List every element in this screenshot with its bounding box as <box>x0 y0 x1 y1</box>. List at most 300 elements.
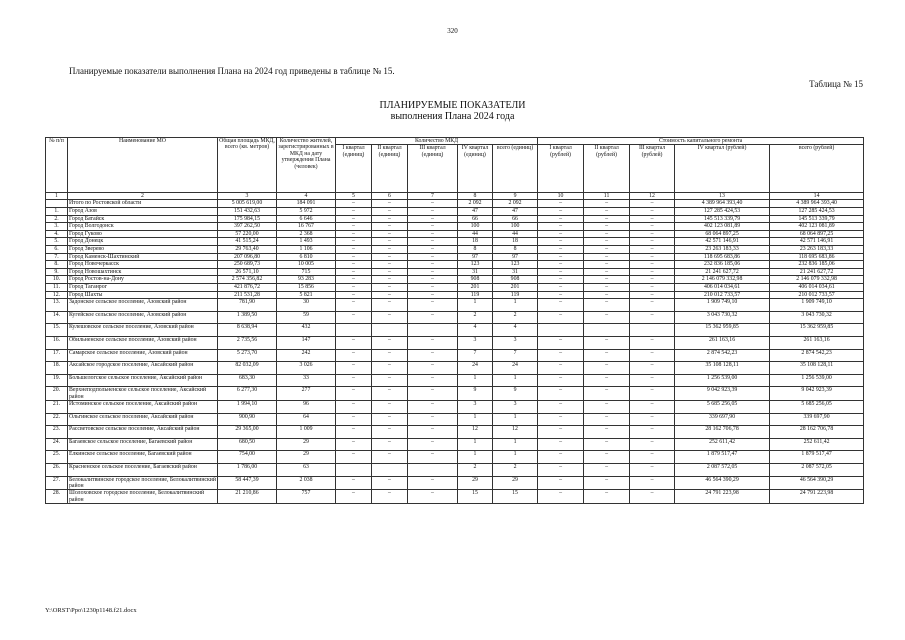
cell-total-cost: 28 162 706,78 <box>770 426 864 439</box>
cell-q1-cost: – <box>538 215 584 223</box>
cell-q3-cost: – <box>630 490 675 504</box>
column-number: 7 <box>408 193 458 200</box>
header-q1-count: I квартал (единиц) <box>336 145 372 193</box>
cell-total-count: 15 <box>493 490 538 504</box>
cell-q3-count: – <box>408 299 458 312</box>
cell-q3-cost: – <box>630 291 675 299</box>
indicators-table <box>45 137 864 504</box>
cell-q4-cost: 261 163,16 <box>675 336 770 349</box>
cell-residents-count: 5 821 <box>277 291 336 299</box>
cell-total-area: 57 220,00 <box>218 230 277 238</box>
cell-q3-cost: – <box>630 253 675 261</box>
cell-q1-cost: – <box>538 238 584 246</box>
cell-q3-count: – <box>408 336 458 349</box>
cell-q1-count: – <box>336 253 372 261</box>
cell-mo-name: Шолоховское городское поселение, Белокалитвинский район <box>68 490 218 504</box>
table-row <box>46 464 864 477</box>
cell-total-cost: 21 241 627,72 <box>770 268 864 276</box>
cell-total-count: 66 <box>493 215 538 223</box>
header-total-count: всего (единиц) <box>493 145 538 193</box>
cell-mo-name: Самарское сельское поселение, Азовский район <box>68 349 218 362</box>
cell-mo-name: Город Гуково <box>68 230 218 238</box>
cell-q2-cost: – <box>584 215 630 223</box>
cell-q1-count: – <box>336 245 372 253</box>
cell-row-number: 18. <box>46 362 68 375</box>
cell-row-number: 26. <box>46 464 68 477</box>
cell-q2-cost: – <box>584 208 630 216</box>
cell-q3-cost: – <box>630 208 675 216</box>
cell-q2-cost: – <box>584 438 630 451</box>
cell-q2-cost: – <box>584 374 630 387</box>
cell-q3-count: – <box>408 413 458 426</box>
cell-q3-count <box>408 464 458 477</box>
cell-total-count: 2 <box>493 311 538 324</box>
cell-q2-count: – <box>372 490 408 504</box>
cell-q4-cost: 42 571 146,91 <box>675 238 770 246</box>
cell-q2-count: – <box>372 208 408 216</box>
cell-residents-count: 93 283 <box>277 276 336 284</box>
cell-total-cost: 210 012 733,57 <box>770 291 864 299</box>
cell-total-cost: 24 791 223,98 <box>770 490 864 504</box>
cell-q4-cost: 9 042 923,39 <box>675 387 770 401</box>
cell-mo-name: Красненское сельское поселение, Багаевский район <box>68 464 218 477</box>
cell-q3-cost: – <box>630 336 675 349</box>
cell-q4-cost: 4 389 964 393,40 <box>675 200 770 208</box>
cell-residents-count: 277 <box>277 387 336 401</box>
table-row <box>46 311 864 324</box>
cell-q2-cost: – <box>584 401 630 414</box>
cell-row-number: 22. <box>46 413 68 426</box>
cell-residents-count: 1 106 <box>277 245 336 253</box>
cell-row-number: 23. <box>46 426 68 439</box>
table-row <box>46 490 864 504</box>
cell-q3-count: – <box>408 311 458 324</box>
cell-row-number: 1. <box>46 208 68 216</box>
cell-q3-cost: – <box>630 387 675 401</box>
cell-q3-count: – <box>408 476 458 490</box>
cell-q4-cost: 15 362 959,85 <box>675 324 770 337</box>
cell-total-area: 26 571,10 <box>218 268 277 276</box>
cell-q1-cost <box>538 324 584 337</box>
cell-q4-count: 97 <box>458 253 493 261</box>
cell-total-cost: 1 256 539,00 <box>770 374 864 387</box>
cell-q1-count: – <box>336 291 372 299</box>
cell-q2-count <box>372 324 408 337</box>
cell-q4-cost: 2 087 572,05 <box>675 464 770 477</box>
cell-q4-cost: 406 014 034,61 <box>675 283 770 291</box>
cell-q2-count: – <box>372 268 408 276</box>
cell-q1-count: – <box>336 426 372 439</box>
cell-q4-count: 201 <box>458 283 493 291</box>
cell-total-area: 29 365,00 <box>218 426 277 439</box>
cell-total-cost: 127 285 424,53 <box>770 208 864 216</box>
cell-residents-count: 96 <box>277 401 336 414</box>
cell-q2-cost: – <box>584 299 630 312</box>
cell-total-cost: 46 564 390,29 <box>770 476 864 490</box>
cell-q1-count <box>336 324 372 337</box>
cell-q4-cost: 145 513 339,79 <box>675 215 770 223</box>
cell-q1-count: – <box>336 451 372 464</box>
cell-total-area: 781,90 <box>218 299 277 312</box>
cell-q3-count: – <box>408 387 458 401</box>
cell-total-area: 211 531,28 <box>218 291 277 299</box>
column-number: 13 <box>675 193 770 200</box>
cell-q3-count: – <box>408 238 458 246</box>
cell-q2-count: – <box>372 413 408 426</box>
cell-q2-cost: – <box>584 238 630 246</box>
cell-total-count: 2 <box>493 464 538 477</box>
cell-q2-count: – <box>372 387 408 401</box>
cell-mo-name: Обильненское сельское поселение, Азовский район <box>68 336 218 349</box>
cell-mo-name: Город Таганрог <box>68 283 218 291</box>
cell-total-area: 41 515,24 <box>218 238 277 246</box>
cell-q2-count: – <box>372 401 408 414</box>
cell-mo-name: Ольгинское сельское поселение, Аксайский район <box>68 413 218 426</box>
column-number: 3 <box>218 193 277 200</box>
column-number: 2 <box>68 193 218 200</box>
cell-q4-count: 29 <box>458 476 493 490</box>
cell-row-number: 17. <box>46 349 68 362</box>
cell-q4-count: 15 <box>458 490 493 504</box>
cell-q2-count: – <box>372 299 408 312</box>
cell-q1-cost: – <box>538 261 584 269</box>
cell-q2-cost: – <box>584 476 630 490</box>
cell-q3-cost: – <box>630 464 675 477</box>
table-row <box>46 261 864 269</box>
header-q4-count: IV квартал (единиц) <box>458 145 493 193</box>
cell-residents-count: 63 <box>277 464 336 477</box>
cell-row-number: 28. <box>46 490 68 504</box>
cell-mo-name: Белокалитвинское городское поселение, Белокалитвинский район <box>69 476 217 490</box>
cell-mo-name: Город Новошахтинск <box>68 268 218 276</box>
table-row <box>46 291 864 299</box>
cell-q1-count: – <box>336 374 372 387</box>
cell-total-count: 119 <box>493 291 538 299</box>
cell-total-cost: 2 874 542,23 <box>770 349 864 362</box>
cell-q1-count: – <box>336 311 372 324</box>
cell-q3-cost: – <box>630 268 675 276</box>
cell-total-cost: 3 043 730,32 <box>770 311 864 324</box>
table-row <box>46 200 864 208</box>
cell-q1-count: – <box>336 230 372 238</box>
cell-residents-count: 16 767 <box>277 223 336 231</box>
cell-total-count: 1 <box>493 413 538 426</box>
cell-q4-count: 123 <box>458 261 493 269</box>
cell-q4-cost: 118 695 683,86 <box>675 253 770 261</box>
cell-q1-cost: – <box>538 200 584 208</box>
cell-mo-name: Большелогское сельское поселение, Аксайский район <box>68 374 218 387</box>
cell-q1-count: – <box>336 476 372 490</box>
cell-q4-cost: 1 909 749,10 <box>675 299 770 312</box>
cell-total-count: 18 <box>493 238 538 246</box>
cell-q2-count: – <box>372 245 408 253</box>
cell-q2-cost: – <box>584 413 630 426</box>
cell-q4-count: 7 <box>458 349 493 362</box>
cell-total-cost: 402 123 081,89 <box>770 223 864 231</box>
cell-mo-name: Город Шахты <box>68 291 218 299</box>
cell-q4-cost: 3 043 730,32 <box>675 311 770 324</box>
cell-total-area: 5 273,70 <box>218 349 277 362</box>
page-number: 320 <box>447 27 458 35</box>
cell-q3-count: – <box>408 349 458 362</box>
cell-total-area: 21 210,86 <box>218 490 277 504</box>
cell-row-number: 27. <box>46 476 68 490</box>
cell-residents-count: 59 <box>277 311 336 324</box>
cell-q3-count: – <box>408 401 458 414</box>
cell-q4-cost: 35 108 128,11 <box>675 362 770 375</box>
cell-mo-name: Елкинское сельское поселение, Багаевский район <box>68 451 218 464</box>
cell-total-area: 397 262,50 <box>218 223 277 231</box>
cell-q3-cost: – <box>630 200 675 208</box>
cell-q1-cost: – <box>538 336 584 349</box>
cell-residents-count: 10 005 <box>277 261 336 269</box>
cell-q4-count: 44 <box>458 230 493 238</box>
cell-total-area: 58 447,39 <box>218 476 277 490</box>
header-residents: Количество жителей, зарегистрированных в МКД на дату утверждения Плана (человек) <box>277 138 336 193</box>
cell-row-number: 24. <box>46 438 68 451</box>
cell-mo-name: Город Донецк <box>68 238 218 246</box>
cell-row-number: 7. <box>46 253 68 261</box>
cell-q2-cost: – <box>584 311 630 324</box>
cell-total-count: 31 <box>493 268 538 276</box>
cell-q4-count: 1 <box>458 451 493 464</box>
cell-q3-cost: – <box>630 283 675 291</box>
header-q3-cost: III квартал (рублей) <box>630 145 675 193</box>
cell-q1-cost: – <box>538 283 584 291</box>
cell-q1-cost: – <box>538 362 584 375</box>
cell-residents-count: 242 <box>277 349 336 362</box>
cell-q1-count: – <box>336 268 372 276</box>
column-number: 8 <box>458 193 493 200</box>
cell-q4-cost: 46 564 390,29 <box>675 476 770 490</box>
cell-total-count: 1 <box>493 299 538 312</box>
cell-q1-cost: – <box>538 253 584 261</box>
cell-total-cost: 252 611,42 <box>770 438 864 451</box>
table-row <box>46 299 864 312</box>
cell-q2-count: – <box>372 349 408 362</box>
cell-total-cost: 2 087 572,05 <box>770 464 864 477</box>
cell-q4-count: 3 <box>458 401 493 414</box>
cell-total-area: 250 689,73 <box>218 261 277 269</box>
cell-total-area: 29 763,40 <box>218 245 277 253</box>
table-row <box>46 268 864 276</box>
cell-q2-cost: – <box>584 253 630 261</box>
cell-q2-count: – <box>372 238 408 246</box>
cell-total-area: 683,30 <box>218 374 277 387</box>
cell-total-area: 82 032,09 <box>218 362 277 375</box>
cell-q2-count: – <box>372 362 408 375</box>
header-total-cost: всего (рублей) <box>770 145 864 193</box>
table-row <box>46 245 864 253</box>
cell-total-cost: 1 879 517,47 <box>770 451 864 464</box>
cell-total-count: 908 <box>493 276 538 284</box>
cell-q2-count: – <box>372 276 408 284</box>
cell-q2-count: – <box>372 476 408 490</box>
table-row <box>46 438 864 451</box>
cell-q1-cost: – <box>538 413 584 426</box>
cell-row-number: 10. <box>46 276 68 284</box>
table-row <box>46 336 864 349</box>
cell-q2-cost: – <box>584 349 630 362</box>
cell-mo-name: Город Батайск <box>68 215 218 223</box>
cell-q1-cost: – <box>538 476 584 490</box>
column-number: 5 <box>336 193 372 200</box>
cell-row-number: 16. <box>46 336 68 349</box>
cell-q3-cost: – <box>630 276 675 284</box>
cell-residents-count: 6 646 <box>277 215 336 223</box>
cell-total-cost: 261 163,16 <box>770 336 864 349</box>
cell-total-count: 97 <box>493 253 538 261</box>
cell-total-cost: 9 042 923,39 <box>770 387 864 401</box>
cell-total-area: 1 389,50 <box>218 311 277 324</box>
cell-q4-cost: 252 611,42 <box>675 438 770 451</box>
cell-q1-cost: – <box>538 208 584 216</box>
cell-q2-cost: – <box>584 261 630 269</box>
cell-q3-cost: – <box>630 476 675 490</box>
cell-q1-count: – <box>336 215 372 223</box>
cell-q2-count: – <box>372 261 408 269</box>
cell-q4-count: 9 <box>458 387 493 401</box>
cell-q3-cost: – <box>630 451 675 464</box>
cell-q4-cost: 24 791 223,98 <box>675 490 770 504</box>
cell-q2-cost: – <box>584 245 630 253</box>
cell-q3-cost: – <box>630 349 675 362</box>
cell-total-area: 754,00 <box>218 451 277 464</box>
cell-q4-count: 2 092 <box>458 200 493 208</box>
cell-q4-count: 1 <box>458 438 493 451</box>
cell-residents-count: 33 <box>277 374 336 387</box>
table-title <box>0 100 905 122</box>
cell-q1-cost: – <box>538 464 584 477</box>
cell-total-count: 201 <box>493 283 538 291</box>
column-number: 6 <box>372 193 408 200</box>
cell-q2-cost: – <box>584 362 630 375</box>
table-row <box>46 238 864 246</box>
cell-q1-count: – <box>336 413 372 426</box>
cell-q1-count: – <box>336 238 372 246</box>
cell-q1-cost: – <box>538 349 584 362</box>
cell-total-count: 4 <box>493 324 538 337</box>
cell-q3-cost: – <box>630 261 675 269</box>
cell-residents-count: 2 368 <box>277 230 336 238</box>
cell-total-area: 1 994,10 <box>218 401 277 414</box>
cell-total-area: 680,50 <box>218 438 277 451</box>
cell-q4-count: 3 <box>458 336 493 349</box>
cell-q4-cost: 402 123 081,89 <box>675 223 770 231</box>
cell-row-number: 20. <box>46 387 68 401</box>
column-number: 10 <box>538 193 584 200</box>
cell-q2-cost: – <box>584 200 630 208</box>
cell-q4-count: 12 <box>458 426 493 439</box>
cell-q4-cost: 127 285 424,53 <box>675 208 770 216</box>
cell-residents-count: 1 493 <box>277 238 336 246</box>
cell-q3-cost: – <box>630 311 675 324</box>
cell-mo-name: Истоминское сельское поселение, Аксайский район <box>68 401 218 414</box>
cell-q1-count: – <box>336 223 372 231</box>
cell-q2-cost: – <box>584 387 630 401</box>
cell-q1-cost: – <box>538 299 584 312</box>
cell-q3-cost: – <box>630 223 675 231</box>
cell-q4-count: 100 <box>458 223 493 231</box>
cell-q4-cost: 5 685 256,05 <box>675 401 770 414</box>
cell-q2-cost: – <box>584 451 630 464</box>
cell-q2-count: – <box>372 451 408 464</box>
cell-total-count: 47 <box>493 208 538 216</box>
cell-q3-count: – <box>408 438 458 451</box>
cell-q1-count: – <box>336 200 372 208</box>
cell-total-count: 3 <box>493 336 538 349</box>
cell-total-count: 100 <box>493 223 538 231</box>
table-row <box>46 283 864 291</box>
cell-total-cost: 42 571 146,91 <box>770 238 864 246</box>
cell-q1-count: – <box>336 208 372 216</box>
table-label: Таблица № 15 <box>809 79 863 89</box>
header-q4-cost: IV квартал (рублей) <box>675 145 770 193</box>
cell-q3-count: – <box>408 261 458 269</box>
cell-q3-count: – <box>408 362 458 375</box>
header-num: № п/п <box>46 138 68 193</box>
cell-q1-count <box>336 464 372 477</box>
cell-residents-count: 30 <box>277 299 336 312</box>
cell-q3-count: – <box>408 276 458 284</box>
column-number: 9 <box>493 193 538 200</box>
cell-q4-count: 47 <box>458 208 493 216</box>
cell-q3-count <box>408 324 458 337</box>
cell-q2-count: – <box>372 374 408 387</box>
cell-row-number: 9. <box>46 268 68 276</box>
cell-row-number: 19. <box>46 374 68 387</box>
table-row <box>46 374 864 387</box>
cell-mo-name: Верхнеподпольненское сельское поселение, Аксайский район <box>68 387 218 401</box>
cell-mo-name: Кугейское сельское поселение, Азовский район <box>68 311 218 324</box>
cell-residents-count: 29 <box>277 438 336 451</box>
cell-q1-cost: – <box>538 490 584 504</box>
cell-q2-cost: – <box>584 336 630 349</box>
cell-q3-count: – <box>408 451 458 464</box>
cell-q2-count: – <box>372 311 408 324</box>
cell-residents-count: 6 810 <box>277 253 336 261</box>
cell-residents-count: 64 <box>277 413 336 426</box>
cell-residents-count: 1 009 <box>277 426 336 439</box>
cell-q1-cost: – <box>538 230 584 238</box>
cell-q4-cost: 210 012 733,57 <box>675 291 770 299</box>
cell-q3-cost: – <box>630 299 675 312</box>
cell-total-area: 900,90 <box>218 413 277 426</box>
table-row <box>46 215 864 223</box>
cell-residents-count: 432 <box>277 324 336 337</box>
cell-total-cost: 339 697,90 <box>770 413 864 426</box>
header-area: Общая площадь МКД, всего (кв. метров) <box>218 138 277 193</box>
cell-residents-count: 15 856 <box>277 283 336 291</box>
cell-total-cost: 406 014 034,61 <box>770 283 864 291</box>
cell-q1-count: – <box>336 299 372 312</box>
cell-q4-cost: 2 146 079 332,98 <box>675 276 770 284</box>
cell-q1-cost: – <box>538 374 584 387</box>
cell-q4-cost: 1 256 539,00 <box>675 374 770 387</box>
cell-q3-count: – <box>408 208 458 216</box>
table-row <box>46 387 864 401</box>
cell-total-area: 175 984,15 <box>218 215 277 223</box>
cell-total-cost: 35 108 128,11 <box>770 362 864 375</box>
cell-total-area: 1 786,00 <box>218 464 277 477</box>
cell-q1-count: – <box>336 336 372 349</box>
cell-total-cost: 23 263 183,33 <box>770 245 864 253</box>
cell-q2-count: – <box>372 438 408 451</box>
cell-q4-count: 908 <box>458 276 493 284</box>
cell-q3-cost: – <box>630 215 675 223</box>
cell-q1-count: – <box>336 362 372 375</box>
cell-q4-count: 1 <box>458 413 493 426</box>
